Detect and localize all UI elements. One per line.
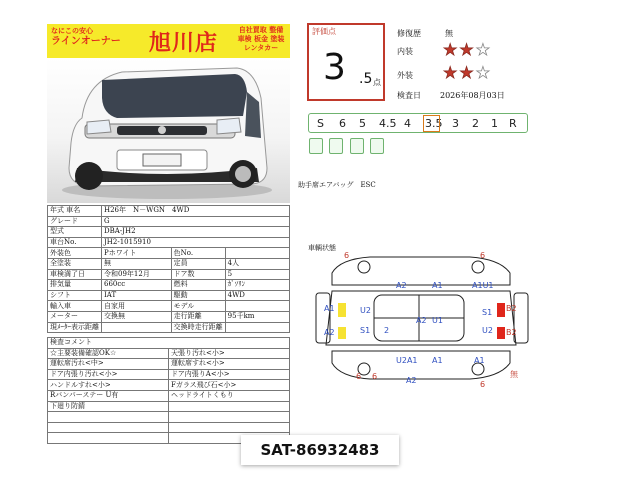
spec-value bbox=[102, 322, 172, 333]
spec-label: 交換時走行距離 bbox=[171, 322, 225, 333]
spec-row bbox=[48, 227, 290, 238]
spec-value: 4人 bbox=[225, 258, 289, 269]
note-item bbox=[48, 433, 169, 444]
damage-mark: U1 bbox=[432, 316, 443, 325]
spec-value bbox=[225, 248, 289, 259]
spec-value: DBA-JH2 bbox=[102, 227, 290, 238]
spec-value: IAT bbox=[102, 290, 172, 301]
diagram-title: 車輌状態 bbox=[308, 244, 336, 252]
grade-label: 2 bbox=[472, 117, 479, 130]
notes-row bbox=[48, 390, 290, 401]
note-item: 運転席すれ<小> bbox=[169, 359, 290, 370]
spec-label: メーター bbox=[48, 311, 102, 322]
star-empty-icon: ★ bbox=[475, 40, 491, 59]
services-line-3: レンタカー bbox=[243, 44, 279, 52]
spec-row bbox=[48, 311, 290, 322]
spec-label: 排気量 bbox=[48, 280, 102, 291]
note-item: ハンドルすれ<小> bbox=[48, 380, 169, 391]
damage-mark: 6 bbox=[480, 380, 486, 389]
notes-row bbox=[48, 380, 290, 391]
spec-row bbox=[48, 301, 290, 312]
spec-label: シフト bbox=[48, 290, 102, 301]
interior-stars bbox=[443, 40, 492, 59]
equipment-text: 助手席エアバッグ ESC bbox=[298, 181, 376, 189]
note-item: Rバンパーステー U有 bbox=[48, 390, 169, 401]
store-banner bbox=[47, 24, 290, 58]
spec-label: 年式 車名 bbox=[48, 206, 102, 217]
note-item: ドア内張りA<小> bbox=[169, 369, 290, 380]
bumper-mark-rear-lower bbox=[497, 327, 505, 339]
score-unit: 点 bbox=[373, 78, 381, 87]
damage-mark: S1 bbox=[360, 326, 371, 335]
grade-label: 6 bbox=[339, 117, 346, 130]
damage-mark: A2 bbox=[406, 376, 417, 385]
score-decimal: .5 bbox=[359, 71, 373, 87]
interior-label: 内装 bbox=[397, 47, 413, 56]
inspection-date: 2026年08月03日 bbox=[440, 91, 505, 100]
note-item bbox=[169, 401, 290, 412]
spec-row bbox=[48, 206, 290, 217]
bumper-mark-front-lower bbox=[338, 327, 346, 339]
score-label: 評価点 bbox=[312, 27, 336, 36]
note-item bbox=[48, 412, 169, 423]
damage-mark: U2A1 bbox=[396, 356, 418, 365]
selected-grade-highlight bbox=[423, 115, 440, 132]
damage-mark: 6 bbox=[344, 251, 350, 260]
score-box bbox=[307, 23, 385, 101]
spec-label: 走行距離 bbox=[171, 311, 225, 322]
spec-value: 4WD bbox=[225, 290, 289, 301]
spec-value: 自家用 bbox=[102, 301, 172, 312]
star-empty-icon: ★ bbox=[475, 63, 491, 82]
spec-label: 駆動 bbox=[171, 290, 225, 301]
spec-row bbox=[48, 237, 290, 248]
spec-label: 全塗装 bbox=[48, 258, 102, 269]
note-item: ☆主要装備確認OK☆ bbox=[48, 348, 169, 359]
spec-value: 5 bbox=[225, 269, 289, 280]
spec-label: 色No. bbox=[171, 248, 225, 259]
grade-scale bbox=[308, 113, 528, 133]
logo-line-1: なにこの安心 bbox=[51, 27, 93, 35]
damage-mark: 2 bbox=[384, 326, 390, 335]
damage-mark: S1 bbox=[482, 308, 493, 317]
navi-icon bbox=[309, 138, 323, 154]
key-icon bbox=[370, 138, 384, 154]
star-filled-icon: ★ bbox=[443, 40, 458, 59]
spec-label: 現ﾒｰﾀｰ表示距離 bbox=[48, 322, 102, 333]
score-integer: 3 bbox=[323, 47, 346, 88]
repair-label: 修復歴 bbox=[397, 29, 421, 38]
spec-value: H26年 N－WGN 4WD bbox=[102, 206, 290, 217]
damage-mark: A2 bbox=[324, 328, 335, 337]
store-name: 旭川店 bbox=[149, 30, 219, 56]
note-item: Fガラス飛び石<小> bbox=[169, 380, 290, 391]
repair-value: 無 bbox=[445, 29, 453, 38]
spec-value: 95千km bbox=[225, 311, 289, 322]
spec-row bbox=[48, 258, 290, 269]
damage-mark: A1 bbox=[324, 304, 335, 313]
grade-label: 3.5 bbox=[425, 117, 443, 130]
damage-mark: U2 bbox=[482, 326, 493, 335]
damage-mark: 6 bbox=[356, 372, 362, 381]
inspection-label: 検査日 bbox=[397, 91, 421, 100]
grade-label: 4 bbox=[404, 117, 411, 130]
spec-row bbox=[48, 248, 290, 259]
spec-label: 型式 bbox=[48, 227, 102, 238]
spec-label: モデル bbox=[171, 301, 225, 312]
notes-row bbox=[48, 359, 290, 370]
note-item: 天張り汚れ<小> bbox=[169, 348, 290, 359]
notes-row bbox=[48, 412, 290, 423]
services-line-2: 車検 板金 塗装 bbox=[237, 35, 285, 43]
damage-mark: A2 bbox=[396, 281, 407, 290]
damage-mark: A1U1 bbox=[472, 281, 494, 290]
damage-mark: 6 bbox=[480, 251, 486, 260]
spec-value: 令和09年12月 bbox=[102, 269, 172, 280]
spec-row bbox=[48, 322, 290, 333]
spec-label: グレード bbox=[48, 216, 102, 227]
spec-row bbox=[48, 216, 290, 227]
grade-label: 4.5 bbox=[379, 117, 397, 130]
spec-value: 無 bbox=[102, 258, 172, 269]
bumper-mark-front-upper bbox=[338, 303, 346, 317]
car-illustration bbox=[47, 58, 290, 203]
spec-label: 燃料 bbox=[171, 280, 225, 291]
spec-row bbox=[48, 290, 290, 301]
tv-icon bbox=[329, 138, 343, 154]
grade-label: 1 bbox=[491, 117, 498, 130]
note-item bbox=[48, 422, 169, 433]
abs-icon bbox=[350, 138, 364, 154]
spec-value: 交換無 bbox=[102, 311, 172, 322]
star-filled-icon: ★ bbox=[459, 63, 474, 82]
spec-label: 定員 bbox=[171, 258, 225, 269]
spec-value: ｶﾞｿﾘﾝ bbox=[225, 280, 289, 291]
banner-services bbox=[235, 26, 287, 53]
bumper-mark-rear-upper bbox=[497, 303, 505, 317]
damage-mark: B2 bbox=[506, 328, 517, 337]
damage-mark: U2 bbox=[360, 306, 371, 315]
logo-line-2: ラインオーナー bbox=[51, 36, 121, 47]
note-item: ドア内張り汚れ<小> bbox=[48, 369, 169, 380]
note-item bbox=[169, 422, 290, 433]
damage-mark: 無 bbox=[510, 370, 518, 379]
sat-code: SAT-86932483 bbox=[260, 441, 380, 459]
spec-label: 車検満了日 bbox=[48, 269, 102, 280]
note-item: 運転席汚れ<中> bbox=[48, 359, 169, 370]
sat-code-box bbox=[241, 435, 399, 465]
notes-row bbox=[48, 348, 290, 359]
spec-table bbox=[47, 205, 290, 333]
spec-row bbox=[48, 280, 290, 291]
spec-value: 660cc bbox=[102, 280, 172, 291]
grade-label: 3 bbox=[452, 117, 459, 130]
star-filled-icon: ★ bbox=[443, 63, 458, 82]
banner-logo bbox=[51, 27, 121, 48]
damage-mark: 6 bbox=[372, 372, 378, 381]
grade-label: R bbox=[509, 117, 517, 130]
damage-mark: A1 bbox=[474, 356, 485, 365]
exterior-label: 外装 bbox=[397, 71, 413, 80]
notes-row bbox=[48, 401, 290, 412]
exterior-stars bbox=[443, 63, 492, 82]
damage-mark: A1 bbox=[432, 356, 443, 365]
star-filled-icon: ★ bbox=[459, 40, 474, 59]
spec-label: ドア数 bbox=[171, 269, 225, 280]
spec-value bbox=[225, 301, 289, 312]
notes-title: 検査コメント bbox=[48, 338, 290, 349]
note-item bbox=[169, 412, 290, 423]
spec-value: G bbox=[102, 216, 290, 227]
services-line-1: 自社買取 整備 bbox=[238, 26, 284, 34]
damage-diagram bbox=[310, 245, 535, 390]
note-item: 下廻り防錆 bbox=[48, 401, 169, 412]
grade-label: 5 bbox=[359, 117, 366, 130]
car-photo bbox=[47, 58, 290, 203]
notes-row bbox=[48, 422, 290, 433]
spec-value bbox=[225, 322, 289, 333]
spec-row bbox=[48, 269, 290, 280]
notes-table bbox=[47, 337, 290, 444]
notes-row bbox=[48, 369, 290, 380]
damage-mark: B2 bbox=[506, 304, 517, 313]
spec-label: 車台No. bbox=[48, 237, 102, 248]
spec-label: 外装色 bbox=[48, 248, 102, 259]
grade-label: S bbox=[317, 117, 324, 130]
spec-value: JH2-1015910 bbox=[102, 237, 290, 248]
spec-label: 輸入車 bbox=[48, 301, 102, 312]
damage-mark: A1 bbox=[432, 281, 443, 290]
damage-mark: A2 bbox=[416, 316, 427, 325]
spec-value: Pホワイト bbox=[102, 248, 172, 259]
note-item: ヘッドライトくもり bbox=[169, 390, 290, 401]
